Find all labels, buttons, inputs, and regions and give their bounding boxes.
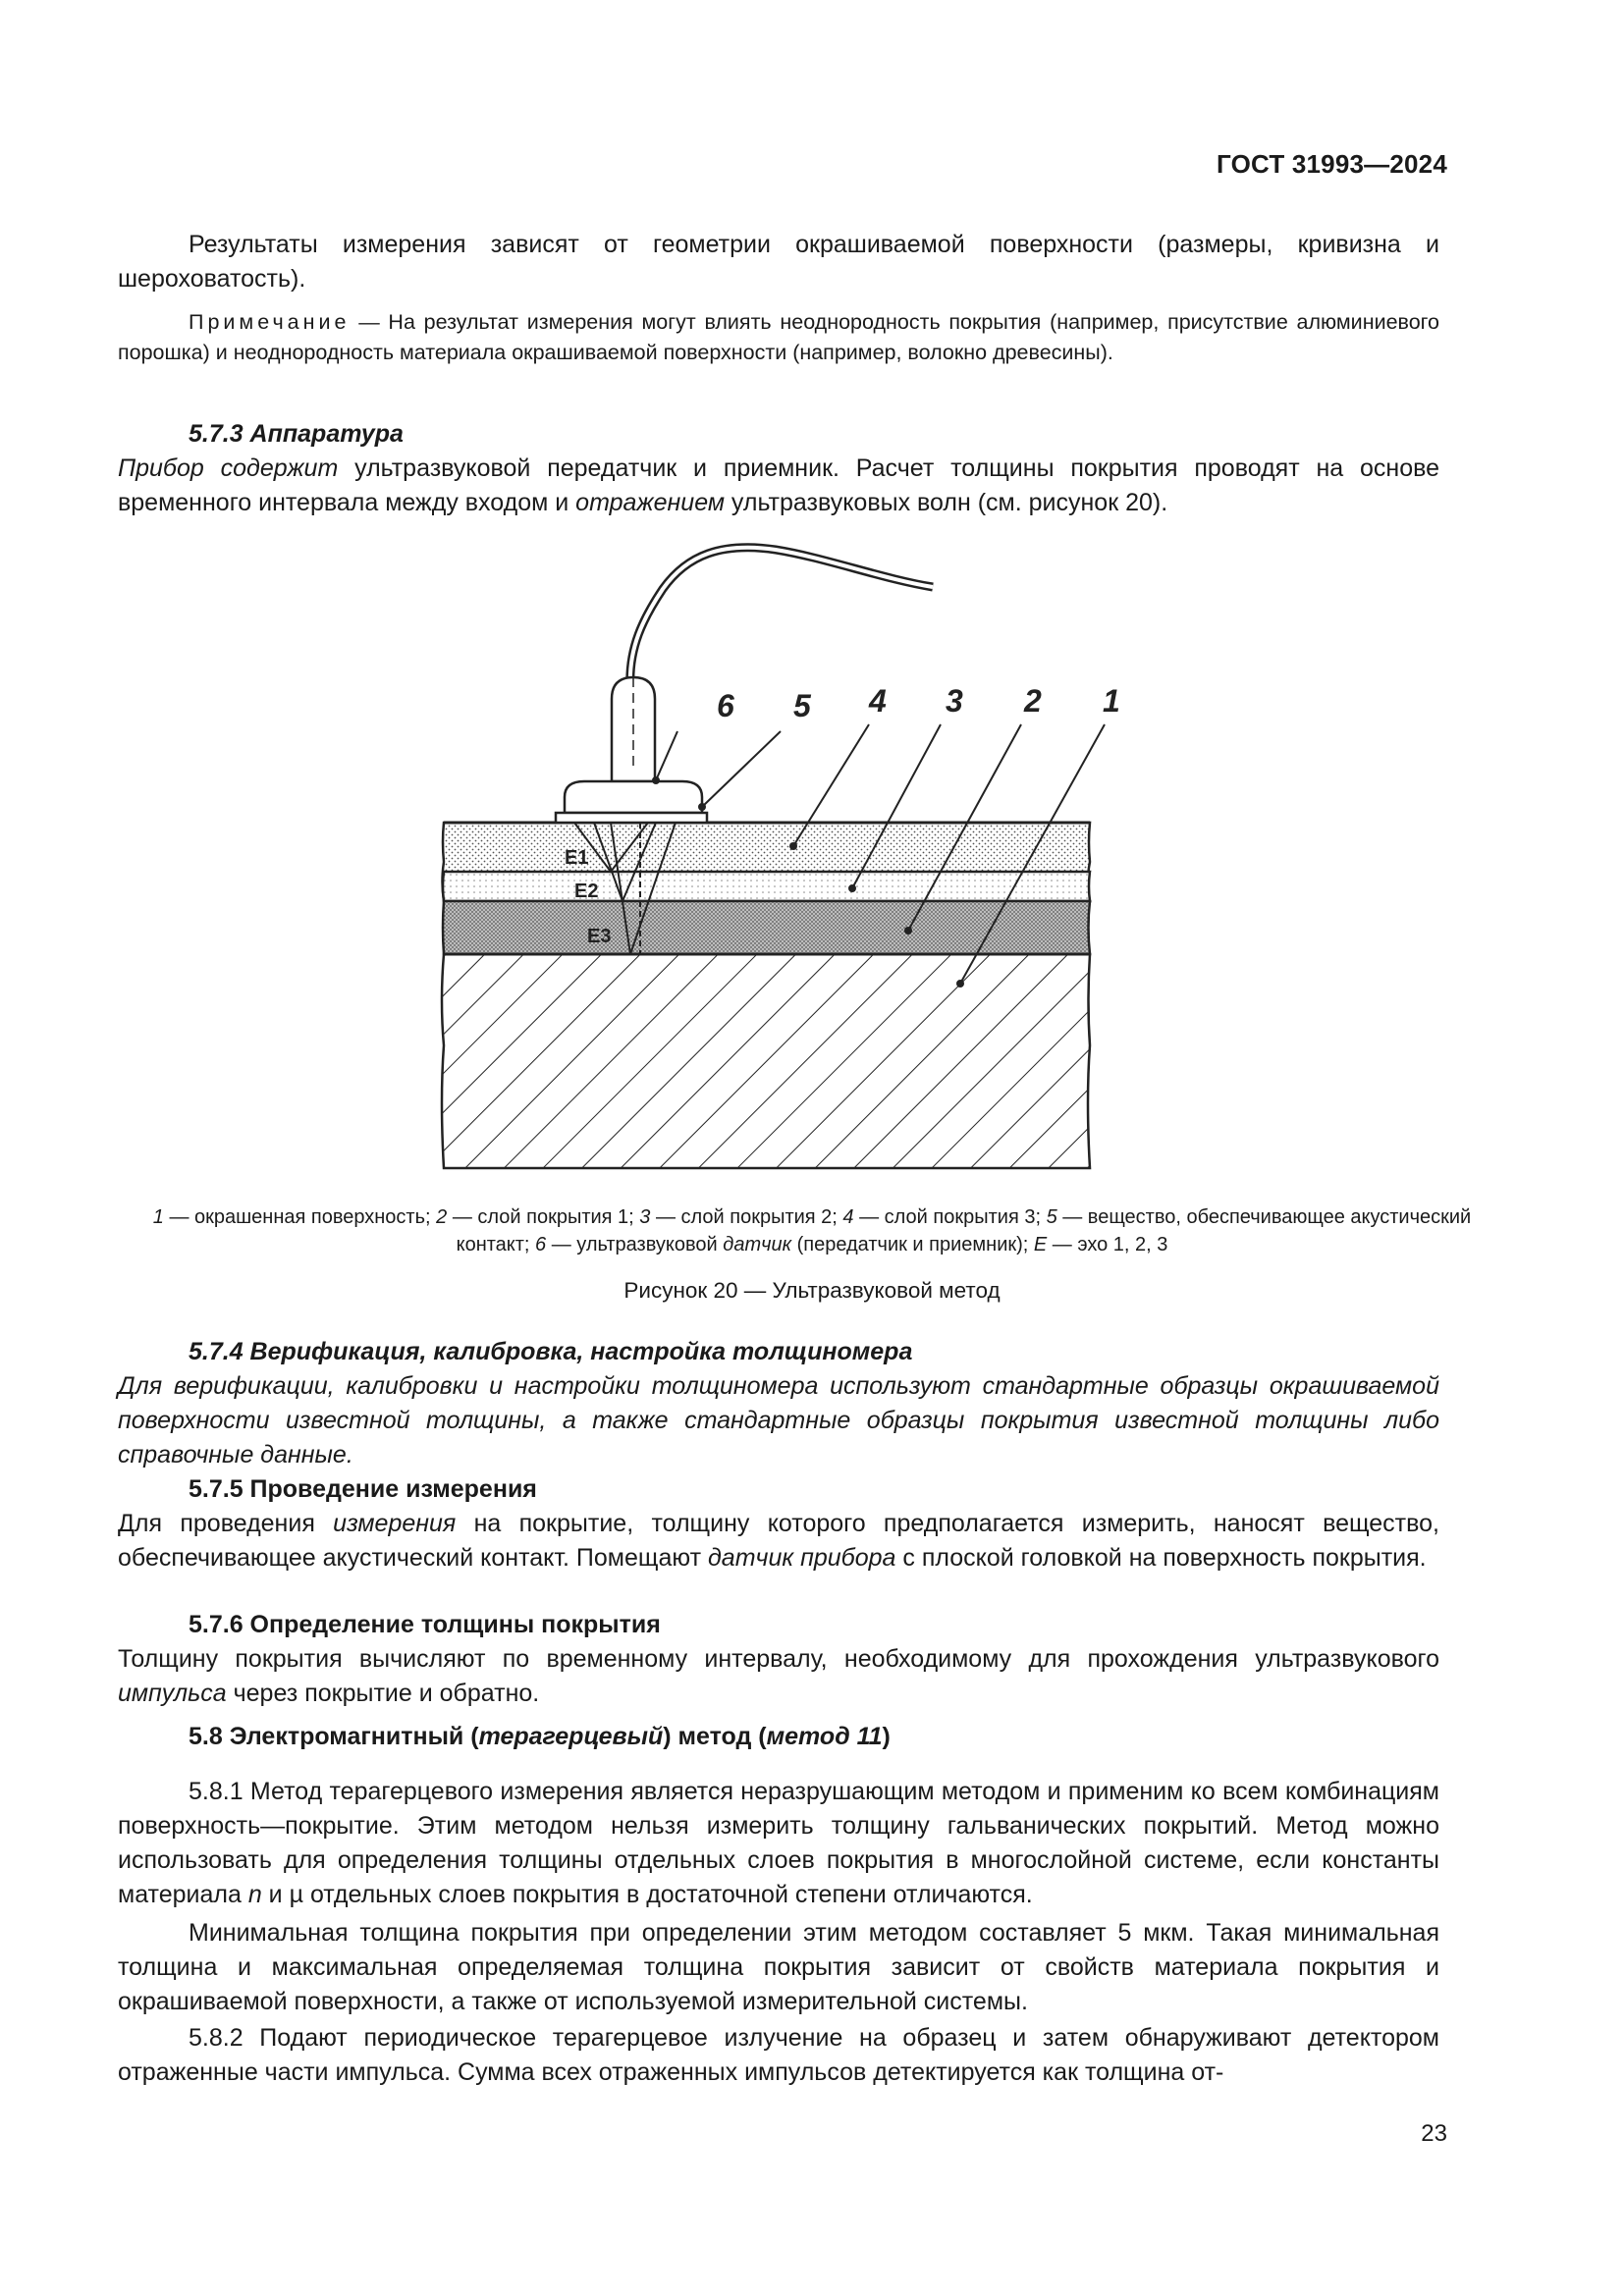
legend-desc-6c: (передатчик и приемник); xyxy=(791,1234,1034,1255)
legend-desc-5: — вещество, обеспечивающее акустический контакт; xyxy=(456,1206,1472,1255)
legend-key-2: 2 xyxy=(436,1206,448,1228)
legend-desc-6a: — ультразвуковой xyxy=(546,1234,724,1255)
s573-term-reflection: отражением xyxy=(575,489,725,516)
s573-term-device: Прибор содержит xyxy=(118,454,339,482)
legend-key-e: E xyxy=(1033,1234,1048,1255)
section-5-7-4-text: Для верификации, калибровки и настройки толщиномера используют стандартные образцы окрашиваемой поверхности известной толщины, а также стандартные образцы покрытия известной толщины либо справочные данные. xyxy=(118,1372,1439,1468)
section-5-7-4-title: 5.7.4 Верификация, калибровка, настройка толщиномера xyxy=(189,1338,913,1365)
note-paragraph xyxy=(118,307,1439,368)
p581-text-1: 5.8.1 Метод терагерцевого измерения является неразрушающим методом и применим ко всем комбинациям поверхность—покрытие. Этим методом нельзя измерить толщину гальванических покрытий. Метод можно использовать для определения толщины отдельных слоев покрытия в многослойной системе, если константы материала xyxy=(118,1778,1439,1908)
s58-title-term: терагерцевый xyxy=(478,1723,664,1750)
intro-paragraph: Результаты измерения зависят от геометрии окрашиваемой поверхности (размеры, кривизна и шероховатость). xyxy=(118,231,1439,293)
s575-text-3: с плоской головкой на поверхность покрытия. xyxy=(895,1544,1427,1572)
note-label: Примечание xyxy=(189,310,351,334)
legend-desc-e: — эхо 1, 2, 3 xyxy=(1047,1234,1168,1255)
callout-5: 5 xyxy=(793,688,811,723)
legend-key-1: 1 xyxy=(152,1206,164,1228)
s575-text-1: Для проведения xyxy=(118,1510,334,1537)
callout-3: 3 xyxy=(946,683,963,719)
page-number: 23 xyxy=(1421,2120,1447,2147)
painted-surface-substrate xyxy=(442,954,1090,1168)
layer-coating-2 xyxy=(443,872,1090,901)
s575-term-measurement: измерения xyxy=(333,1510,457,1537)
legend-key-4: 4 xyxy=(842,1206,854,1228)
s576-text-1: Толщину покрытия вычисляют по временному интервалу, необходимому для прохождения ультразвукового xyxy=(118,1645,1439,1673)
section-5-7-3-title: 5.7.3 Аппаратура xyxy=(189,420,404,448)
callout-1: 1 xyxy=(1103,683,1120,719)
p581-text-2: и µ отдельных слоев покрытия в достаточной степени отличаются. xyxy=(261,1881,1033,1908)
legend-desc-6b: датчик xyxy=(723,1234,792,1255)
s576-term-pulse: импульса xyxy=(118,1680,227,1707)
acoustic-couplant xyxy=(556,813,707,823)
figure-legend xyxy=(147,1203,1477,1258)
s576-text-2: через покрытие и обратно. xyxy=(226,1680,540,1707)
section-5-7-4 xyxy=(118,1335,1439,1472)
callout-4: 4 xyxy=(869,683,887,719)
figure-ultrasonic-method xyxy=(432,538,1120,1176)
s573-text-1: ультразвуковой передатчик и приемник. Расчет толщины покрытия проводят на основе временного интервала между входом и xyxy=(118,454,1440,516)
legend-desc-1: — окрашенная поверхность; xyxy=(163,1206,437,1228)
legend-key-5: 5 xyxy=(1046,1206,1057,1228)
layer-coating-1 xyxy=(443,901,1090,954)
echo-label-e1: E1 xyxy=(565,847,589,869)
probe-head xyxy=(565,781,702,813)
p581-var-n: n xyxy=(247,1881,262,1908)
paragraph-5-8-1 xyxy=(118,1775,1439,1912)
section-5-7-6 xyxy=(118,1608,1439,1711)
s58-title-method: метод 11 xyxy=(766,1723,883,1750)
section-5-7-6-title: 5.7.6 Определение толщины покрытия xyxy=(189,1611,661,1638)
legend-desc-2: — слой покрытия 1; xyxy=(447,1206,640,1228)
s575-term-probe: датчик прибора xyxy=(707,1544,896,1572)
callout-6: 6 xyxy=(717,688,734,723)
note-text: — На результат измерения могут влиять неоднородность покрытия (например, присутствие алюминиевого порошка) и неоднородность материала окрашиваемой поверхности (например, волокно древесины). xyxy=(118,310,1439,364)
section-5-8-title xyxy=(118,1720,1439,1754)
paragraph-5-8-2: 5.8.2 Подают периодическое терагерцевое излучение на образец и затем обнаруживают детектором отраженные части импульса. Сумма всех отраженных импульсов детектируется как толщина от- xyxy=(118,2024,1439,2086)
callout-2: 2 xyxy=(1024,683,1042,719)
legend-key-3: 3 xyxy=(639,1206,651,1228)
s58-title-1: 5.8 Электромагнитный ( xyxy=(189,1723,479,1750)
section-5-7-5-title: 5.7.5 Проведение измерения xyxy=(189,1475,537,1503)
s58-title-2: ) метод ( xyxy=(663,1723,767,1750)
echo-label-e3: E3 xyxy=(587,926,612,947)
paragraph-min-thickness: Минимальная толщина покрытия при определении этим методом составляет 5 мкм. Такая минимальная толщина и максимальная определяемая толщина покрытия зависит от свойств материала покрытия и окрашиваемой поверхности, а также от используемой измерительной системы. xyxy=(118,1919,1439,2015)
probe-cable xyxy=(630,548,933,687)
s575-text-2: на покрытие, толщину которого предполагается измерить, наносят вещество, обеспечивающее акустический контакт. Помещают xyxy=(118,1510,1439,1572)
echo-label-e2: E2 xyxy=(574,881,599,902)
section-5-7-3 xyxy=(118,417,1439,520)
document-code: ГОСТ 31993—2024 xyxy=(1217,149,1447,179)
legend-key-6: 6 xyxy=(535,1234,547,1255)
s58-title-3: ) xyxy=(882,1723,891,1750)
section-5-7-5 xyxy=(118,1472,1439,1575)
s573-text-2: ультразвуковых волн (см. рисунок 20). xyxy=(724,489,1168,516)
legend-desc-3: — слой покрытия 2; xyxy=(650,1206,843,1228)
legend-desc-4: — слой покрытия 3; xyxy=(853,1206,1047,1228)
figure-caption: Рисунок 20 — Ультразвуковой метод xyxy=(623,1278,1001,1303)
